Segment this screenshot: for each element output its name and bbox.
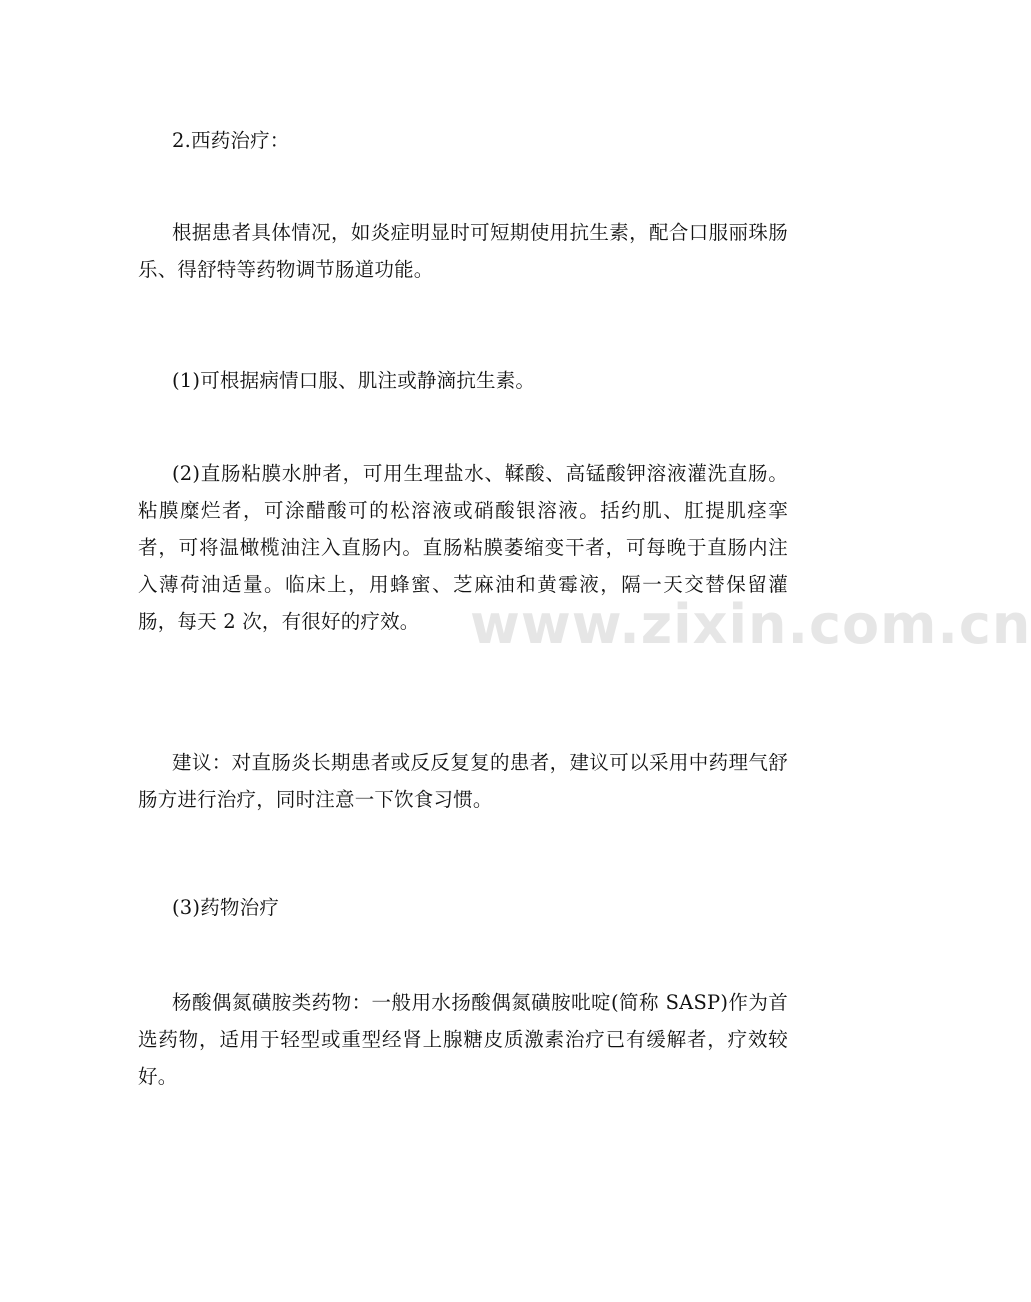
paragraph-suggestion: 建议：对直肠炎长期患者或反反复复的患者，建议可以采用中药理气舒肠方进行治疗，同时注意一下饮食习惯。: [138, 751, 788, 811]
paragraph-intro: 根据患者具体情况，如炎症明显时可短期使用抗生素，配合口服丽珠肠乐、得舒特等药物调节肠道功能。: [138, 221, 788, 281]
paragraph-item-3: (3)药物治疗: [172, 896, 280, 919]
paragraph-item-1: (1)可根据病情口服、肌注或静滴抗生素。: [172, 369, 536, 392]
section-heading: 2.西药治疗：: [172, 129, 290, 152]
paragraph-drug-therapy: 杨酸偶氮磺胺类药物：一般用水扬酸偶氮磺胺吡啶(简称 SASP)作为首选药物，适用于轻型或重型经肾上腺糖皮质激素治疗已有缓解者，疗效较好。: [138, 991, 788, 1088]
paragraph-item-2: (2)直肠粘膜水肿者，可用生理盐水、鞣酸、高锰酸钾溶液灌洗直肠。粘膜糜烂者，可涂醋酸可的松溶液或硝酸银溶液。括约肌、肛提肌痉挛者，可将温橄榄油注入直肠内。直肠粘膜萎缩变干者，可每晚于直肠内注入薄荷油适量。临床上，用蜂蜜、芝麻油和黄霉液，隔一天交替保留灌肠，每天 2 次，有很好的疗效。: [138, 462, 788, 633]
watermark: www.zixin.com.cn: [470, 593, 1031, 656]
